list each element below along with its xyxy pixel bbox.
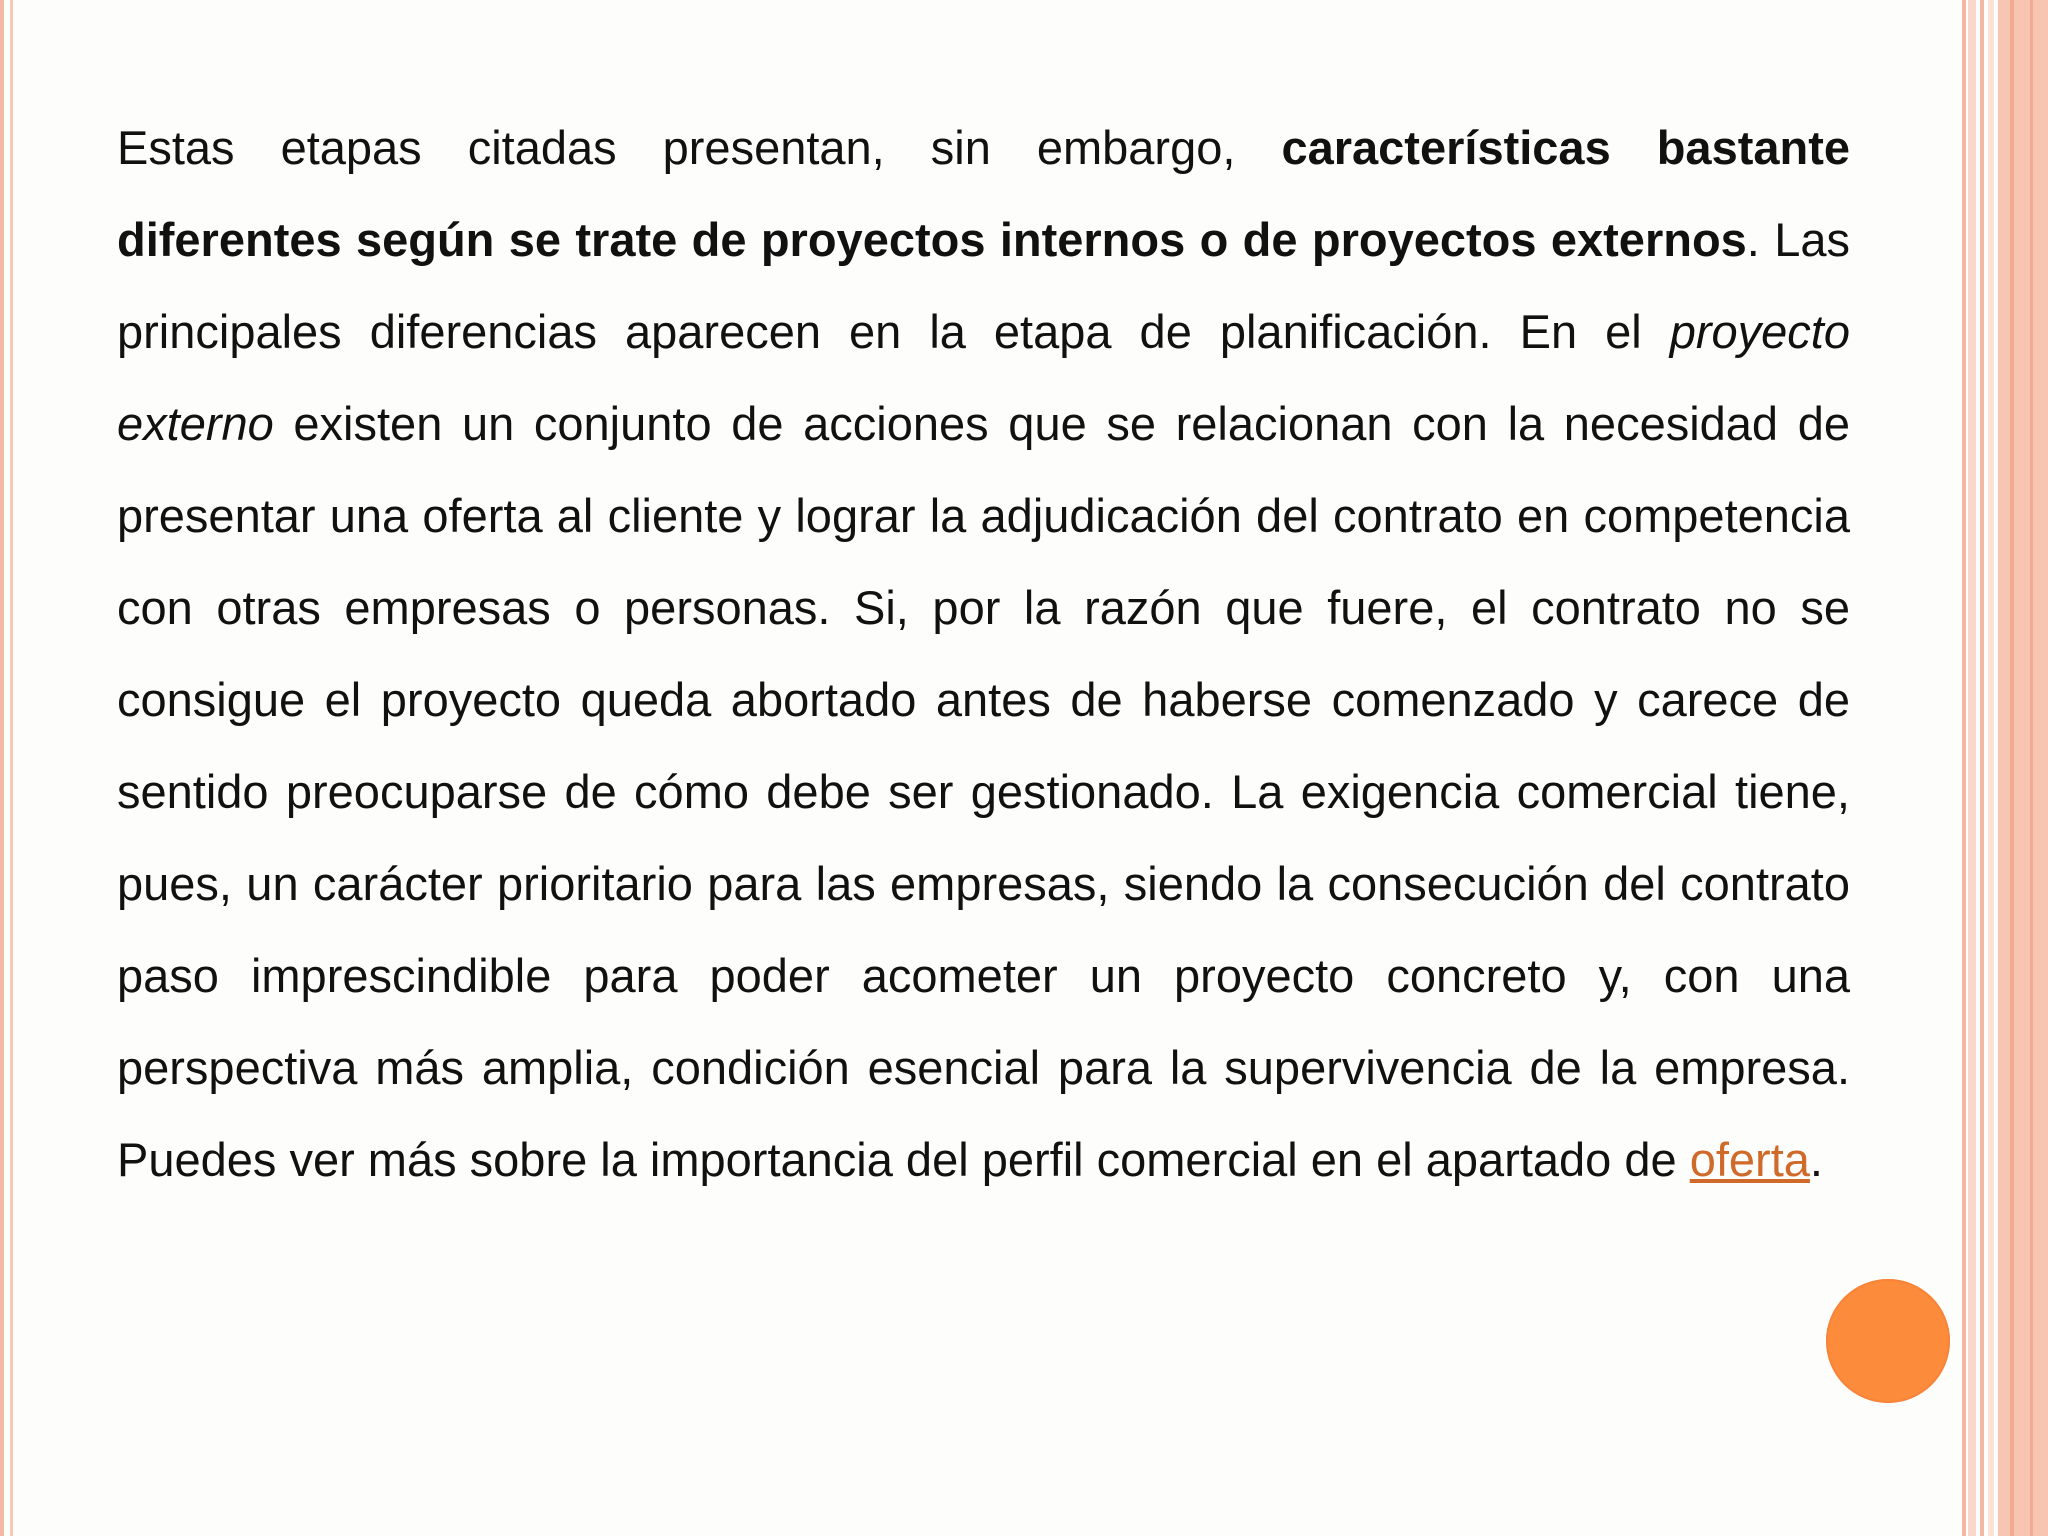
text-segment: existen un conjunto de acciones que se relacionan con la necesidad de presentar una oferta al cliente y lograr la adjudicación del contrato en competencia con otras empresas o personas. Si, por la razón que fuere, el contrato no se consigue el proyecto queda abortado antes de haberse comenzado y carece de sentido preocuparse de cómo debe ser gestionado. La exigencia comercial tiene, pues, un carácter prioritario para las empresas, siendo la consecución del contrato paso imprescindible para poder acometer un proyecto concreto y, con una perspectiva más amplia, condición esencial para la supervivencia de la empresa. Puedes ver más sobre la importancia del perfil comercial en el apartado de <box>117 397 1850 1186</box>
text-segment: Estas etapas citadas presentan, sin embargo, <box>117 121 1282 174</box>
right-stripe <box>2030 0 2033 1536</box>
body-paragraph <box>117 102 1850 1206</box>
right-stripe <box>1962 0 1966 1536</box>
right-stripe <box>1998 0 2048 1536</box>
decorative-circle <box>1826 1279 1950 1403</box>
right-stripe <box>1980 0 1984 1536</box>
bold-text: características bastante diferentes según se trate de proyectos internos o de proyectos externos <box>117 121 1851 266</box>
right-stripe <box>2010 0 2014 1536</box>
oferta-link[interactable]: oferta <box>1689 1133 1810 1186</box>
left-border <box>0 0 4 1536</box>
left-border-inner <box>10 0 13 1536</box>
right-stripe <box>1988 0 1994 1536</box>
right-stripe <box>1968 0 1976 1536</box>
text-segment: . <box>1809 1133 1823 1186</box>
italic-text: proyecto externo <box>117 305 1850 450</box>
text-segment: . Las principales diferencias aparecen en la etapa de planificación. En el <box>117 213 1850 358</box>
